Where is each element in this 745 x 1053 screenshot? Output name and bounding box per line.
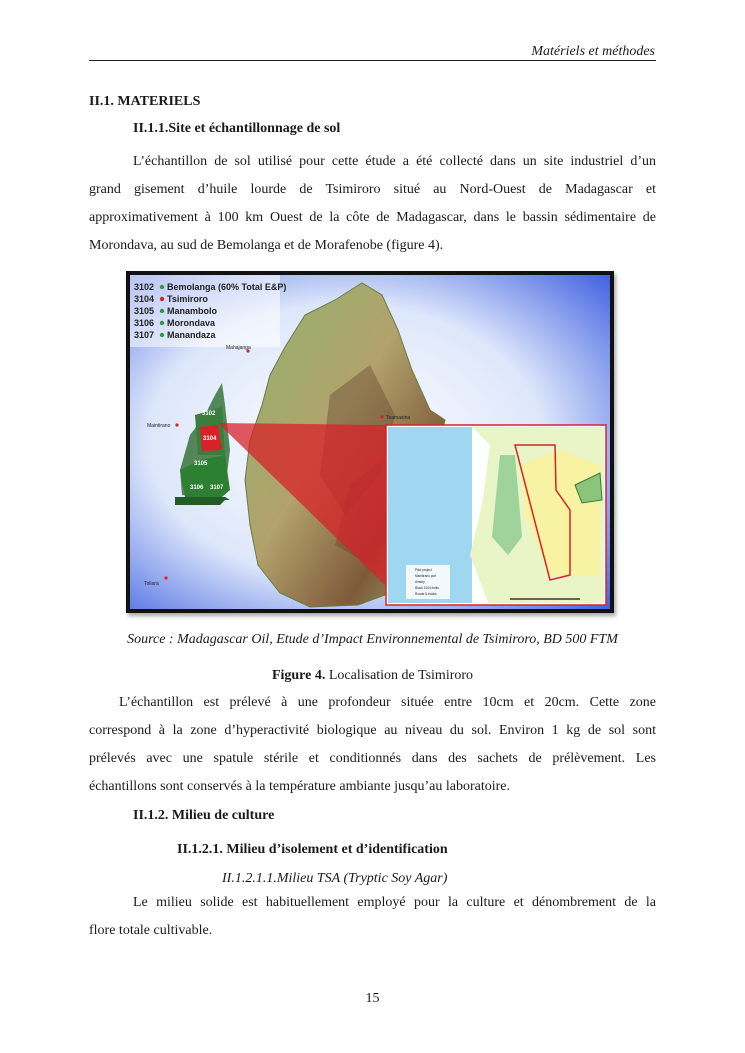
- town-label: Maintirano: [147, 423, 171, 429]
- paragraph-line: L’échantillon est prélevé à une profondeur située entre 10cm et 20cm. Cette zone: [119, 695, 656, 710]
- legend-dot: [160, 309, 164, 313]
- figure-source: Source : Madagascar Oil, Etude d’Impact Environnemental de Tsimiroro, BD 500 FTM: [127, 632, 618, 647]
- block-label: 3105: [194, 461, 208, 467]
- paragraph-line: L’échantillon de sol utilisé pour cette étude a été collecté dans un site industriel d’un: [133, 154, 656, 169]
- paragraph-line: Morondava, au sud de Bemolanga et de Morafenobe (figure 4).: [89, 238, 444, 253]
- legend-dot: [160, 333, 164, 337]
- madagascar-map: [130, 275, 610, 609]
- legend-item: [134, 330, 217, 340]
- legend-name: Morondava: [167, 318, 216, 328]
- legend-code: 3105: [134, 306, 155, 316]
- inset-legend-item: Block 3104 limits: [415, 586, 439, 590]
- block-label: 3102: [202, 411, 216, 417]
- block-label: 3104: [203, 436, 217, 442]
- section-heading: II.1. MATERIELS: [89, 94, 201, 109]
- inset-legend-item: Pilot project: [415, 568, 432, 572]
- paragraph-line: prélevés avec une spatule stérile et conditionnés dans des sachets de prélèvement. Les: [89, 751, 656, 766]
- town-label: Toliara: [144, 581, 159, 587]
- subsection-heading: II.1.2. Milieu de culture: [133, 808, 275, 823]
- legend-name: Bemolanga (60% Total E&P): [167, 282, 287, 292]
- figure-caption: [89, 668, 656, 684]
- subsubsection-heading: II.1.2.1. Milieu d’isolement et d’identification: [177, 842, 448, 857]
- inset-legend-item: Roads & tracks: [415, 592, 437, 596]
- page-number: 15: [365, 991, 380, 1006]
- paragraph-site: [89, 148, 656, 260]
- legend-code: 3107: [134, 330, 155, 340]
- header-rule: [89, 60, 656, 61]
- figure-caption-text: Localisation de Tsimiroro: [328, 668, 474, 683]
- block-label: 3106: [190, 485, 204, 491]
- paragraph-line: échantillons sont conservés à la température ambiante jusqu’au laboratoire.: [89, 779, 511, 794]
- figure-caption-label: Figure 4.: [271, 668, 326, 683]
- legend-name: Tsimiroro: [167, 294, 208, 304]
- town-marker: [164, 576, 167, 579]
- legend-dot: [160, 285, 164, 289]
- legend-code: 3102: [134, 282, 155, 292]
- paragraph-medium: [89, 889, 656, 945]
- legend-dot: [160, 321, 164, 325]
- legend-code: 3106: [134, 318, 155, 328]
- inset-legend-item: Airstrip: [415, 580, 425, 584]
- paragraph-sampling: [89, 689, 656, 801]
- legend-name: Manambolo: [167, 306, 218, 316]
- town-label: Mahajanga: [226, 345, 251, 351]
- paragraph-line: flore totale cultivable.: [89, 923, 213, 938]
- paragraph-line: Le milieu solide est habituellement employé pour la culture et dénombrement de la: [133, 895, 656, 910]
- legend-dot: [160, 297, 164, 301]
- paragraph-line: approximativement à 100 km Ouest de la côte de Madagascar, dans le bassin sédimentaire de: [89, 210, 656, 225]
- legend-item: [134, 294, 208, 304]
- running-header: Matériels et méthodes: [531, 44, 655, 59]
- subsubsubsection-heading: II.1.2.1.1.Milieu TSA (Tryptic Soy Agar): [222, 871, 448, 886]
- subsection-heading: II.1.1.Site et échantillonnage de sol: [133, 121, 341, 136]
- paragraph-line: correspond à la zone d’hyperactivité biologique au niveau du sol. Environ 1 kg de sol sont: [89, 723, 656, 738]
- legend-item: [134, 306, 218, 316]
- town-marker: [175, 423, 178, 426]
- legend-code: 3104: [134, 294, 155, 304]
- paragraph-line: grand gisement d’huile lourde de Tsimiroro situé au Nord-Ouest de Madagascar et: [89, 182, 656, 197]
- inset-legend-item: Maintirano port: [415, 574, 437, 578]
- town-marker: [380, 415, 383, 418]
- legend-item: [134, 318, 216, 328]
- town-label: Toamasina: [386, 415, 411, 421]
- legend-name: Manandaza: [167, 330, 216, 340]
- block-label: 3107: [210, 485, 224, 491]
- figure-map: [126, 271, 614, 613]
